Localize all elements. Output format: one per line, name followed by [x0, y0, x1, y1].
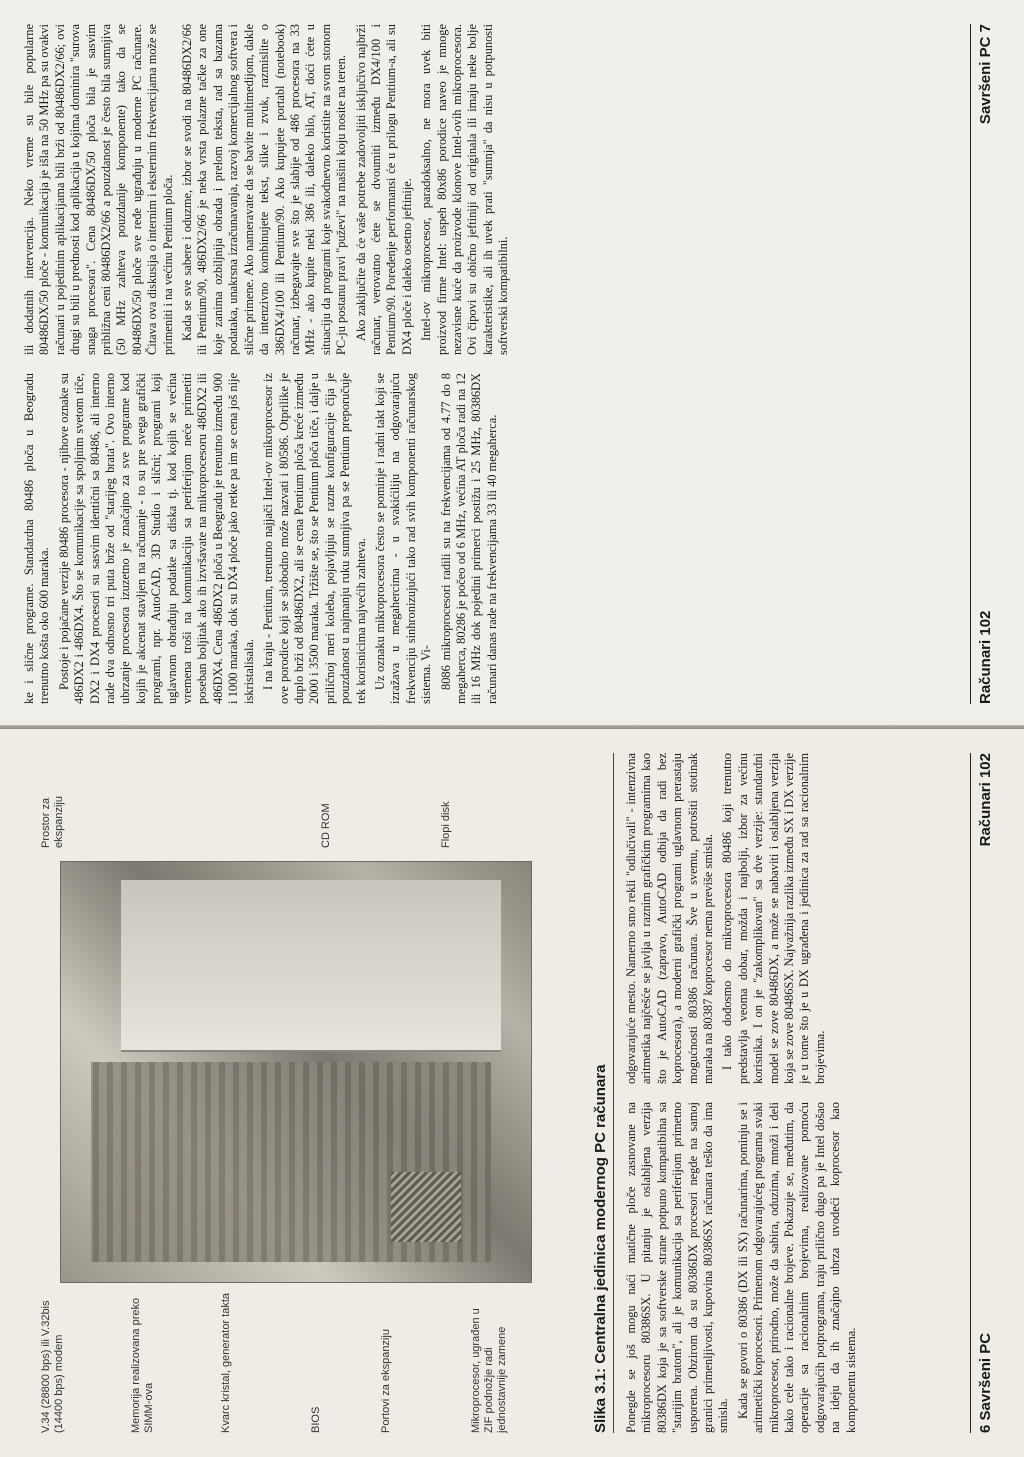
- figure-caption: Slika 3.1: Centralna jedinica modernog PC računara: [592, 753, 614, 1433]
- paragraph: I na kraju - Pentium, trenutno najjači Intel-ov mikroprocesor iz ove porodice koji se slobodno može nazvati i 80586. Otprilike je duplo brži od 80486DX2, ali se cena Pentium ploča kreće između 2000 i 3500 maraka. Tržište se, što se Pentium ploča tiče, i dalje u priličnoj meri koleba, pojavljuju se razne konfiguracije čija je pouzdanost u najmanju ruku sumnjiva pa se Pentium preporučuje tek korisnicima najvećih zahteva.: [261, 373, 368, 704]
- paragraph: I tako dođosmo do mikroprocesora 80486 koji trenutno predstavlja veoma dobar, možda i najbolji, izbor za većinu korisnika. I on je "zakomplikovan" sa dve verzije: standardni model se zove 80486DX, a može se nabaviti i oslabljena verzija koja se zove 80486SX. Najvažnija razlika između SX i DX verzije je u tome što je u DX ugrađena i jedinica za rad sa racionalnim brojevima.: [720, 753, 827, 1084]
- page-number-section: 6 Savršeni PC: [977, 1332, 994, 1433]
- figure-pc-interior: [20, 753, 580, 1433]
- paragraph: Intel-ov mikroprocesor, paradoksalno, ne mora uvek biti proizvod firme Intel: uspeh 80x86 porodice naveo je mnoge nezavisne kuće da proizvode klonove Intel-ovih mikroprocesora. Ovi čipovi su obično jeftiniji od originala ili imaju neke bolje karakteristike, ali ih uvek prati "sumnja" da nisu u potpunosti softverski kompatibilni.: [419, 24, 511, 355]
- page-7: [0, 0, 1024, 728]
- callout-memory: Memorija realizovana preko SIMM-ova: [130, 1297, 155, 1433]
- text-column: [624, 753, 944, 1084]
- paragraph: Ako zaključite da će vaše potrebe zadovoljiti isključivo najbrži računar, verovatno ćete se dvoumiti između DX4/100 i Pentium/90. Poređenje performansi će u prilogu Pentium-a, ali su DX4 ploče i daleko osetno jeftinije.: [353, 24, 414, 355]
- callout-ports: Portovi za ekspanziju: [380, 1329, 392, 1433]
- page-6: [0, 729, 1024, 1457]
- callout-bios: BIOS: [310, 1406, 322, 1433]
- text-column: [624, 1102, 944, 1433]
- paragraph: Kada se sve sabere i oduzme, izbor se svodi na 80486DX2/66 ili Pentium/90, 486DX2/66 je neka vrsta polazne tačke za one koje zanima ozbiljnija obrada i prelom teksta, rad sa bazama podataka, unakrsna izračunavanja, razvoj komercijalnog softvera i slične primene. Ako nameravate da se bavite multimedijom, dakle da intenzivno kombinujete tekst, slike i zvuk, razmislite o 386DX4/100 ili Pentium/90. Ako kupujete portabl (notebook) računar, izbegavajte sve što je slabije od 486 procesora na 33 MHz - ako kupite neki 386 ili, daleko bilo, AT, doći ćete u situaciju da programi koje svakodnevno koristite na svom stonom PC-ju postanu pravi "puževi" na mašini koju nosite na teren.: [180, 24, 349, 355]
- callout-floppy: Flopi disk: [440, 801, 452, 848]
- callout-cpu: Mikroprocesor, ugrađen u ZIF podnožje radi jednostavnije zamene: [470, 1308, 508, 1433]
- paragraph: ke i slične programe. Standardna 80486 ploča u Beogradu trenutno košta oko 600 maraka.: [22, 373, 52, 704]
- paragraph: Uz oznaku mikroprocesora često se pominje i radni takt koji se izražava u megahercima - u svakićiliju na odgovarajuću frekvenciju sinhronizujući tako rad svih komponenti računarskog sistema. Vi-: [372, 373, 434, 704]
- paragraph: Postoje i pojačane verzije 80486 procesora - njihove oznake su 486DX2 i 486DX4. Što se komunikacije sa spoljnim svetom tiče, DX2 i DX4 procesori su sasvim identični sa 80486, ali interno rade dva odnosno tri puta brže od "starijeg brata". Ovo interno ubrzanje procesora izuzetno je značajno za sve programe kod kojih je akcenat stavljen na računanje - to su pre svega grafički programi, npr. AutoCAD, 3D Studio i slični; programi koji uglavnom obrađuju podatke sa diska tj. kod kojih se većina vremena troši na komunikaciju sa periferijom neće primetiti poseban boljitak ako ih izvršavate na mikroprocesoru 486DX2 ili 486DX4. Cena 486DX2 ploča u Beogradu je trenutno između 900 i 1000 maraka, dok su DX4 ploče jako retke pa im se cena još nije iskristalisala.: [56, 373, 256, 704]
- callout-expansion: Prostor za ekspanziju: [40, 796, 65, 848]
- page-7-text-columns: [22, 24, 952, 704]
- cpu-socket-image: [391, 1172, 461, 1242]
- callout-cdrom: CD ROM: [320, 803, 332, 848]
- page-footer: [970, 24, 994, 704]
- callout-crystal: Kvarc kristal, generator takta: [220, 1292, 232, 1433]
- pc-interior-photo: [60, 861, 532, 1283]
- paragraph: ili dodatnih intervencija. Neko vreme su bile popularne 80486DX/50 ploče - komunikacija je išla na 50 MHz pa su ovakvi računari u pojedinim aplikacijama bili brži od 80486DX2/66; ovi drugi su bili u prednosti kod aplikacija u kojima dominira "surova snaga procesora". Cena 80486DX/50 ploča bila je sasvim približna ceni 80486DX2/66 a pouzdanost je često bila sumnjiva (50 MHz zahteva pouzdanije komponente) tako da se 80486DX/50 ploče sve ređe ugrađuju u moderne PC računare. Čitava ova diskusija o internim i eksternim frekvencijama može se primeniti i na većinu Pentium ploča.: [22, 24, 175, 355]
- paragraph: 8086 mikroprocesori radili su na frekvencijama od 4.77 do 8 megaherca, 80286 je počeo od 6 MHz, većina AT ploča radi na 12 ili 16 MHz dok pojedini primerci postižu i 25 MHz, 80386DX računari danas rade na frekvencijama 33 ili 40 megaherca.: [438, 373, 499, 704]
- paragraph: Ponegde se još mogu naći matične ploče zasnovane na mikroprocesoru 80386SX. U pitanju je oslabljena verzija 80386DX koja je sa softverske strane potpuno kompatibilna sa "starijim bratom", ali je komunikacija sa periferijom primetno usporena. Obzirom da su 80386DX procesori negde na samoj granici primenljivosti, kupovina 80386SX računara teško da ima smisla.: [624, 1102, 731, 1433]
- text-column: [22, 373, 952, 704]
- magazine-name: Računari 102: [977, 610, 994, 704]
- page-footer: [970, 753, 994, 1433]
- text-column: [22, 24, 952, 355]
- callout-modem: V.34 (28800 bps) ili V.32bis (14400 bps) modem: [40, 1300, 65, 1433]
- paragraph: odgovarajuće mesto. Namerno smo rekli "odlučivali" - intenzivna aritmetika najčešće se javlja u raznim grafičkim programima kao što je AutoCAD (zapravo, AutoCAD odbija da radi bez koprocesora), a moderni grafički programi uglavnom prerastaju mogućnosti 80386 računara. Šve u svemu, potrošiti stotinak maraka na 80387 koprocesor nema previše smisla.: [624, 753, 716, 1084]
- magazine-name: Računari 102: [977, 753, 994, 847]
- section-page-number: Savršeni PC 7: [977, 24, 994, 125]
- drive-bay-image: [121, 880, 501, 1052]
- paragraph: Kada se govori o 80386 (DX ili SX) računarima, pominju se i aritmetički koprocesori. Primenom odgovarajućeg programa svaki mikroprocesor, prirodno, može da sabira, oduzima, množi i deli kako cele tako i racionalne brojeve. Pokazuje se, međutim, da operacije sa racionalnim brojevima, realizovane pomoću odgovarajućih potprograma, traju prilično dugo pa je Intel došao na ideju da ih značajno ubrza uvodeći koprocesor kao komponentu sistema.: [735, 1102, 858, 1433]
- page-6-text-columns: [624, 753, 944, 1433]
